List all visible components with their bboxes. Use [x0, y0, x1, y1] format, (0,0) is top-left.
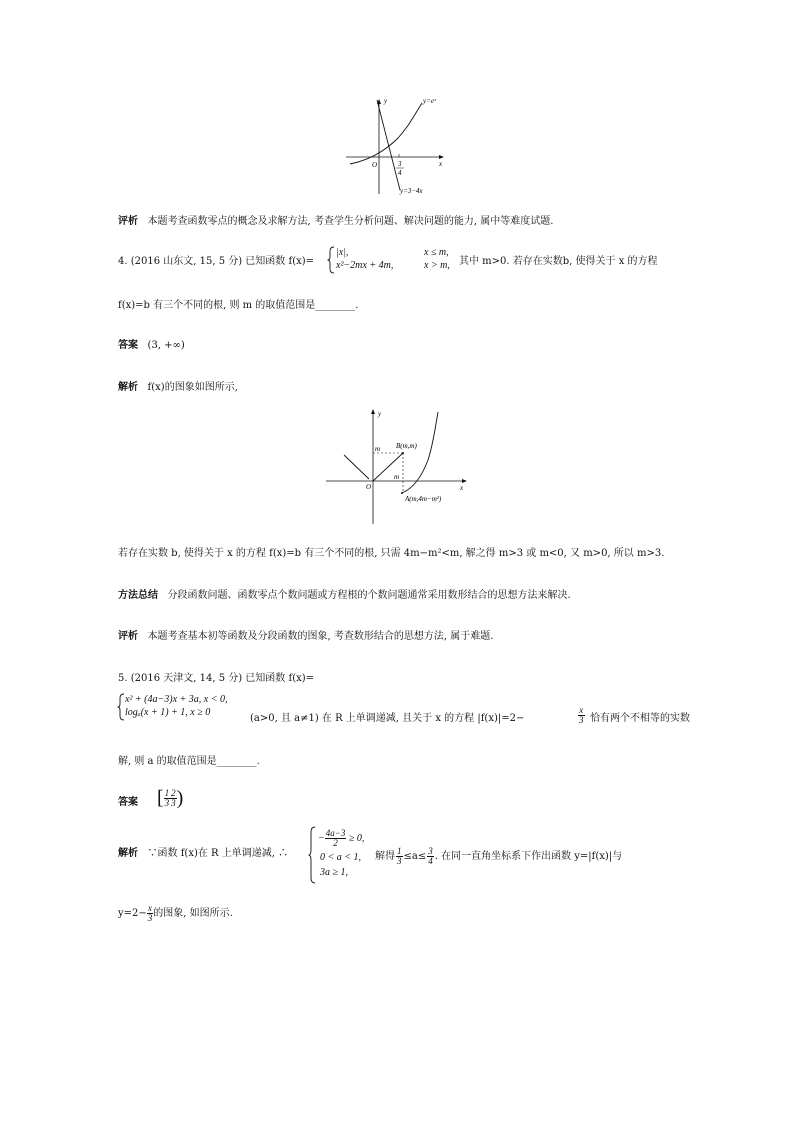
answer-5-right-bracket: ): [176, 787, 184, 809]
analysis-5-sys-den: 2: [333, 838, 338, 848]
analysis-5-line2: [118, 904, 233, 923]
analysis-5-rest: . 在同一直角坐标系下作出函数 y=|f(x)|与: [434, 851, 623, 862]
comment-4: [118, 630, 493, 644]
figure-piecewise: [322, 406, 472, 528]
q5-prefix: 5. (2016 天津文, 14, 5 分) 已知函数 f(x)=: [118, 673, 315, 684]
fig2-point-a: [401, 492, 403, 494]
fig2-m-y-label: m: [375, 445, 381, 453]
q4-case2-cond: x > m,: [424, 260, 450, 271]
q4-prefix: 4. (2016 山东文, 15, 5 分) 已知函数 f(x)=: [118, 256, 315, 267]
q5-middle: (a>0, 且 a≠1) 在 R 上单调递减, 且关于 x 的方程 |f(x)|=2−: [250, 713, 525, 724]
analysis-4: [118, 381, 238, 395]
fig2-origin: O: [366, 483, 372, 491]
analysis-5-f1d: 3: [397, 856, 402, 866]
answer-4: [118, 339, 185, 353]
fig2-m-x-label: m: [394, 473, 400, 481]
answer-5-left-bracket: [: [157, 787, 164, 809]
q5-fraction: [578, 705, 585, 725]
fig1-curve-label: y=eˣ: [423, 97, 436, 105]
method-summary-label: 方法总结: [118, 590, 158, 601]
q4-case1-cond: x ≤ m,: [424, 247, 449, 258]
fig1-origin: O: [372, 161, 378, 169]
fig2-y-label: y: [378, 410, 382, 418]
line-3-minus-4x: [377, 100, 400, 190]
q5-case1: x² + (4a−3)x + 3a, x < 0,: [125, 694, 228, 705]
figure-exp-and-line: [340, 94, 452, 200]
q5-line3: 解, 则 a 的取值范围是________.: [118, 756, 260, 767]
analysis-4-label: 解析: [118, 382, 138, 393]
answer-5-n1: 1: [164, 788, 170, 798]
analysis-5-left-brace-icon: [308, 826, 316, 884]
x-axis-arrow-icon: [439, 155, 444, 159]
fig1-y-label: y: [384, 97, 388, 105]
fig1-x-label: x: [439, 160, 443, 168]
analysis-5: [118, 847, 288, 861]
fig1-tick-num: 3: [398, 160, 402, 168]
analysis-5-f1n: 1: [397, 846, 402, 856]
analysis-5-label: 解析: [118, 848, 138, 859]
fig2-x-label: x: [460, 484, 464, 492]
fig2-point-b-label: B(m,m): [396, 442, 417, 450]
analysis-5-l2-num: x: [148, 903, 153, 913]
analysis-4-continued: 若存在实数 b, 使得关于 x 的方程 f(x)=b 有三个不同的根, 只需 4m−m²<m, 解之得 m>3 或 m<0, 又 m>0, 所以 m>3.: [118, 548, 665, 559]
q4-case2-expr: x²−2mx + 4m,: [336, 260, 394, 271]
fig2-point-b: [402, 452, 404, 454]
answer-5-d2: 3: [171, 798, 176, 808]
analysis-5-l2-den: 3: [147, 913, 153, 923]
fig1-tick-den: 4: [398, 169, 402, 177]
fig2-abs-left: [344, 455, 369, 479]
analysis-5-sys1-tail: ≥ 0,: [348, 832, 365, 844]
analysis-5-solve-prefix: 解得: [375, 851, 395, 862]
comment-4-text: 本题考查基本初等函数及分段函数的图象, 考查数形结合的思想方法, 属于难题.: [147, 631, 494, 642]
comment-1-label: 评析: [118, 216, 138, 227]
analysis-4-text: f(x)的图象如图所示,: [147, 382, 238, 393]
answer-5-n2: 2: [171, 788, 176, 798]
analysis-5-f2d: 4: [428, 856, 433, 866]
q5-frac-num: x: [579, 705, 584, 715]
analysis-5-line2-prefix: y=2−: [118, 908, 147, 919]
q4-line2: f(x)=b 有三个不同的根, 则 m 的取值范围是________.: [118, 300, 359, 311]
fig1-line-label: y=3−4x: [400, 187, 423, 195]
comment-4-label: 评析: [118, 631, 138, 642]
comment-1-text: 本题考查函数零点的概念及求解方法, 考查学生分析问题、解决问题的能力, 属中等难度试题.: [147, 216, 554, 227]
analysis-5-f2n: 3: [428, 846, 433, 856]
q5-tail: 恰有两个不相等的实数: [590, 713, 690, 724]
q5-frac-den: 3: [579, 715, 584, 725]
q4-case1-expr: |x|,: [336, 247, 349, 258]
answer-5-d1: 3: [164, 798, 170, 808]
comment-1: [118, 215, 553, 229]
analysis-5-line2-suffix: 的图象, 如图所示.: [153, 908, 233, 919]
fig2-x-axis-arrow-icon: [462, 479, 467, 483]
answer-4-label: 答案: [118, 340, 138, 351]
method-summary-text: 分段函数问题、函数零点个数问题或方程根的个数问题通常采用数形结合的思想方法来解决.: [167, 590, 571, 601]
answer-4-value: (3, +∞): [147, 340, 185, 351]
analysis-5-sys1: − $\frac{4a-3}{2}$ ≥ 0,: [318, 828, 365, 848]
q5-left-brace-icon: [117, 693, 125, 721]
answer-5-label: 答案: [118, 797, 138, 808]
method-summary-4: [118, 589, 571, 603]
analysis-5-intro: ∵函数 f(x)在 R 上单调递减, ∴: [147, 848, 289, 859]
analysis-5-sys-num: 4a−3: [325, 828, 346, 838]
q4-left-brace-icon: [327, 246, 335, 274]
answer-5-value: [157, 787, 183, 810]
analysis-5-leq: ≤a≤: [403, 851, 427, 862]
fig2-y-axis-arrow-icon: [371, 409, 375, 414]
q4-suffix: 其中 m>0. 若存在实数b, 使得关于 x 的方程: [459, 256, 658, 267]
fig2-point-a-label: A(m,4m−m²): [405, 495, 442, 503]
analysis-5-solve: [375, 847, 622, 866]
analysis-5-sys3: 3a ≥ 1,: [320, 867, 348, 878]
q5-case2: logₐ(x + 1) + 1, x ≥ 0: [125, 707, 211, 718]
analysis-5-sys2: 0 < a < 1,: [320, 852, 361, 863]
